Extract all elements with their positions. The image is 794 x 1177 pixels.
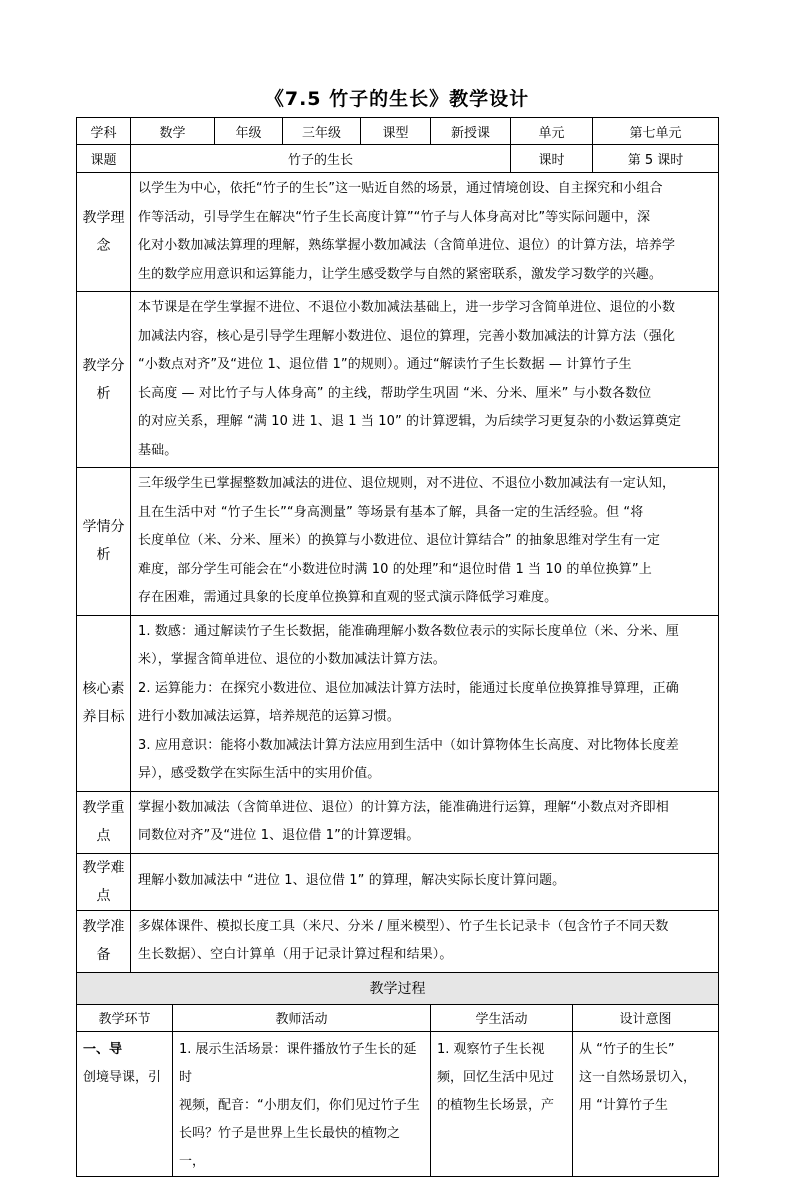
section-body [131,292,719,468]
section-line: “小数点对齐”及“进位 1、退位借 1”的规则）。通过“解读竹子生长数据 — 计算竹子生 [138,357,632,372]
student-line: 频，回忆生活中见过 [437,1069,555,1085]
section-body [131,615,719,791]
section-line: 1. 数感：通过解读竹子生长数据，能准确理解小数各数位表示的实际长度单位（米、分米、厘 [138,623,679,639]
section-label: 学情分析 [77,468,131,616]
col-teacher-header: 教师活动 [173,1004,431,1031]
section-line: 掌握小数加减法（含简单进位、退位）的计算方法，能准确进行运算，理解“小数点对齐即相 [138,799,669,815]
section-line: 进行小数加减法运算，培养规范的运算习惯。 [138,709,401,724]
section-line: 的对应关系，理解 “满 10 进 1、退 1 当 10” 的计算逻辑，为后续学习更复杂的小数运算奠定 [138,414,682,429]
header-row-2 [77,145,719,173]
section-row-analysis [77,292,719,468]
section-row-core-goals [77,615,719,791]
section-label: 教学难点 [77,853,131,910]
intent-line: 用 “计算竹子生 [579,1097,668,1113]
section-line: 三年级学生已掌握整数加减法的进位、退位规则，对不进位、不退位小数加减法有一定认知， [138,476,676,491]
student-line: 的植物生长场景，产 [437,1097,555,1113]
section-body [131,791,719,853]
period-value: 第 5 课时 [593,145,719,173]
section-row-student-analysis [77,468,719,616]
section-line: 生的数学应用意识和运算能力，让学生感受数学与自然的紧密联系，激发学习数学的兴趣。 [138,266,663,282]
teacher-line: 1. 展示生活场景：课件播放竹子生长的延时 [179,1041,417,1085]
lesson-plan-table [76,117,719,1177]
section-row-difficulties [77,853,719,910]
section-body [131,853,719,910]
section-label: 教学分析 [77,292,131,468]
section-line: 难度，部分学生可能会在“小数进位时满 10 的处理”和“退位时借 1 当 10 的单位换算”上 [138,561,652,577]
section-row-key-points [77,791,719,853]
topic-label: 课题 [77,145,131,173]
intent-line: 从 “竹子的生长” [579,1041,675,1057]
section-line: 理解小数加减法中 “进位 1、退位借 1” 的算理，解决实际长度计算问题。 [138,873,566,889]
header-row-1 [77,118,719,145]
section-line: 生长数据）、空白计算单（用于记录计算过程和结果）。 [138,947,453,962]
section-line: 米），掌握含简单进位、退位的小数加减法计算方法。 [138,652,446,667]
section-label: 核心素养目标 [77,615,131,791]
stage-head: 一、导 [83,1041,123,1057]
section-label: 教学重点 [77,791,131,853]
section-line: 3. 应用意识：能将小数加减法计算方法应用到生活中（如计算物体生长高度、对比物体长度差 [138,737,679,753]
teacher-line: 长吗？竹子是世界上生长最快的植物之一， [179,1125,401,1169]
section-line: 同数位对齐”及“进位 1、退位借 1”的计算逻辑。 [138,828,420,843]
topic-value: 竹子的生长 [131,145,511,173]
section-row-philosophy [77,173,719,292]
teacher-activity-cell [173,1031,431,1176]
subject-value: 数学 [131,118,215,145]
section-line: 作等活动，引导学生在解决“竹子生长高度计算”“竹子与人体身高对比”等实际问题中，深 [138,209,651,225]
section-line: 且在生活中对 “竹子生长”“身高测量” 等场景有基本了解，具备一定的生活经验。但 “将 [138,504,644,520]
period-label: 课时 [511,145,593,173]
student-activity-cell [431,1031,573,1176]
section-line: 基础。 [138,442,178,458]
section-line: 多媒体课件、模拟长度工具（米尺、分米 / 厘米模型）、竹子生长记录卡（包含竹子不同天数 [138,918,669,934]
section-row-preparation [77,910,719,972]
section-line: 存在困难，需通过具象的长度单位换算和直观的竖式演示降低学习难度。 [138,590,558,605]
intent-line: 这一自然场景切入， [579,1069,697,1085]
section-label: 教学准备 [77,910,131,972]
stage-line: 创境导课，引 [83,1069,162,1085]
section-line: 加减法内容，核心是引导学生理解小数进位、退位的算理，完善小数加减法的计算方法（强化 [138,328,676,344]
grade-label: 年级 [215,118,283,145]
section-body [131,468,719,616]
type-label: 课型 [361,118,431,145]
unit-label: 单元 [511,118,593,145]
process-band-row [77,972,719,1004]
subject-label: 学科 [77,118,131,145]
document-title: 《7.5 竹子的生长》教学设计 [264,88,530,110]
section-line: 2. 运算能力：在探究小数进位、退位加减法计算方法时，能通过长度单位换算推导算理，正确 [138,680,679,696]
section-line: 异），感受数学在实际生活中的实用价值。 [138,766,381,781]
process-row [77,1031,719,1176]
col-intent-header: 设计意图 [573,1004,719,1031]
design-intent-cell [573,1031,719,1176]
section-line: 以学生为中心，依托“竹子的生长”这一贴近自然的场景，通过情境创设、自主探究和小组合 [138,181,663,196]
stage-cell [77,1031,173,1176]
section-label: 教学理念 [77,173,131,292]
grade-value: 三年级 [283,118,361,145]
section-line: 化对小数加减法算理的理解，熟练掌握小数加减法（含简单进位、退位）的计算方法，培养学 [138,238,676,253]
col-student-header: 学生活动 [431,1004,573,1031]
section-body [131,173,719,292]
student-line: 1. 观察竹子生长视 [437,1041,545,1057]
section-line: 本节课是在学生掌握不进位、不退位小数加减法基础上，进一步学习含简单进位、退位的小数 [138,300,676,315]
col-stage-header: 教学环节 [77,1004,173,1031]
section-line: 长度单位（米、分米、厘米）的换算与小数进位、退位计算结合” 的抽象思维对学生有一定 [138,533,660,548]
section-body [131,910,719,972]
unit-value: 第七单元 [593,118,719,145]
process-header-row [77,1004,719,1031]
teacher-line: 视频，配音：“小朋友们，你们见过竹子生 [179,1097,420,1113]
type-value: 新授课 [431,118,511,145]
section-line: 长高度 — 对比竹子与人体身高” 的主线，帮助学生巩固 “米、分米、厘米” 与小数各数位 [138,385,652,401]
process-band-title: 教学过程 [77,972,719,1004]
